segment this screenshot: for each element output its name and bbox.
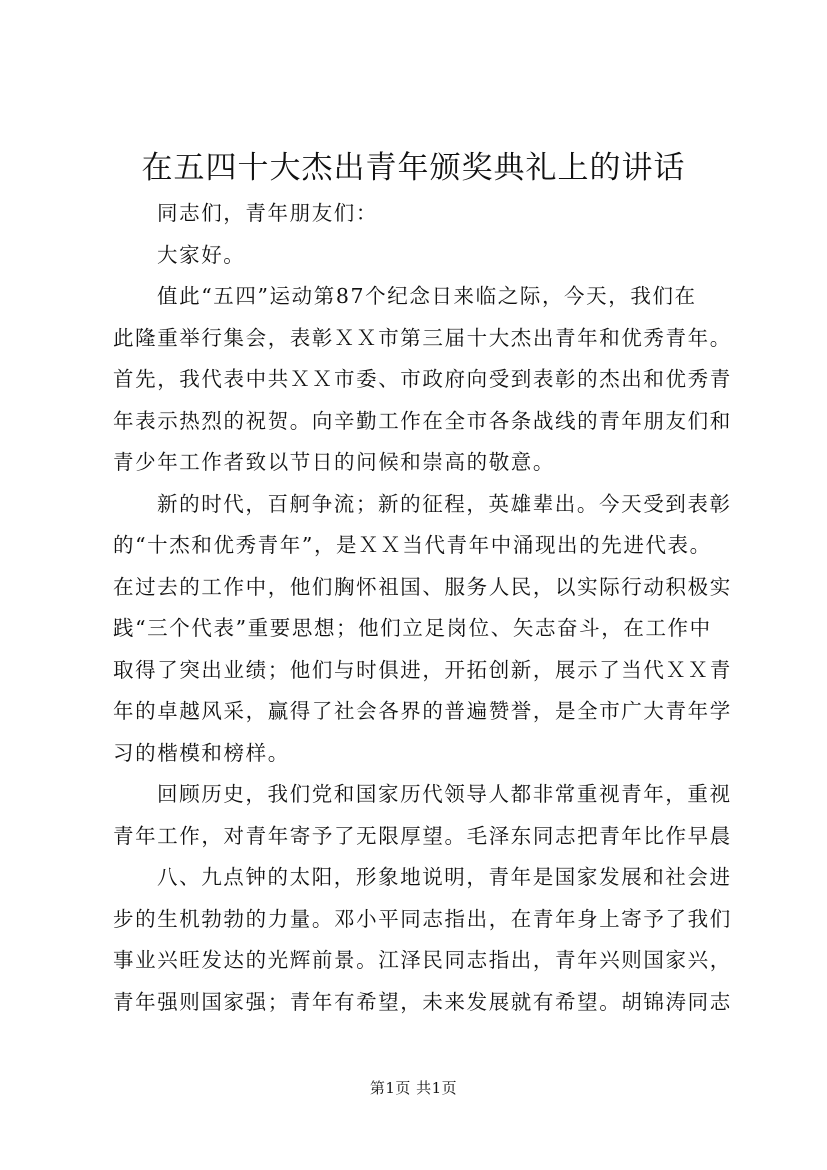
paragraph-line: 八、九点钟的太阳，形象地说明，青年是国家发展和社会进 <box>157 865 732 889</box>
paragraph-line: 同志们，青年朋友们： <box>157 201 378 225</box>
document-title: 在五四十大杰出青年颁奖典礼上的讲话 <box>141 150 686 186</box>
paragraph-line: 大家好。 <box>157 242 246 267</box>
paragraph-line: 新的时代，百舸争流；新的征程，英雄辈出。今天受到表彰 <box>157 491 732 516</box>
paragraph-line: 青少年工作者致以节日的问候和崇高的敬意。 <box>113 450 555 474</box>
paragraph-line: 事业兴旺发达的光辉前景。江泽民同志指出，青年兴则国家兴， <box>113 948 732 972</box>
paragraph-line: 践“三个代表”重要思想；他们立足岗位、矢志奋斗，在工作中 <box>113 616 712 640</box>
paragraph-line: 在过去的工作中，他们胸怀祖国、服务人民，以实际行动积极实 <box>113 574 732 599</box>
document-body <box>113 193 740 1023</box>
paragraph-line: 青年强则国家强；青年有希望，未来发展就有希望。胡锦涛同志 <box>113 989 732 1014</box>
paragraph-line: 步的生机勃勃的力量。邓小平同志指出，在青年身上寄予了我们 <box>113 906 732 931</box>
paragraph-line: 取得了突出业绩；他们与时俱进，开拓创新，展示了当代ＸＸ青 <box>113 657 732 682</box>
paragraph-line: 年表示热烈的祝贺。向辛勤工作在全市各条战线的青年朋友们和 <box>113 408 732 433</box>
paragraph-line: 的“十杰和优秀青年”，是ＸＸ当代青年中涌现出的先进代表。 <box>113 533 712 557</box>
page-footer: 第1页 共1页 <box>369 1079 458 1097</box>
paragraph-line: 青年工作，对青年寄予了无限厚望。毛泽东同志把青年比作早晨 <box>113 823 732 848</box>
paragraph-line: 年的卓越风采，赢得了社会各界的普遍赞誉，是全市广大青年学 <box>113 699 732 723</box>
paragraph-line: 此隆重举行集会，表彰ＸＸ市第三届十大杰出青年和优秀青年。 <box>113 325 732 350</box>
paragraph-line: 首先，我代表中共ＸＸ市委、市政府向受到表彰的杰出和优秀青 <box>113 367 732 391</box>
paragraph-line: 习的楷模和榜样。 <box>113 740 290 765</box>
paragraph-line: 回顾历史，我们党和国家历代领导人都非常重视青年，重视 <box>157 782 732 806</box>
paragraph-line: 值此“五四”运动第87个纪念日来临之际，今天，我们在 <box>157 284 697 308</box>
